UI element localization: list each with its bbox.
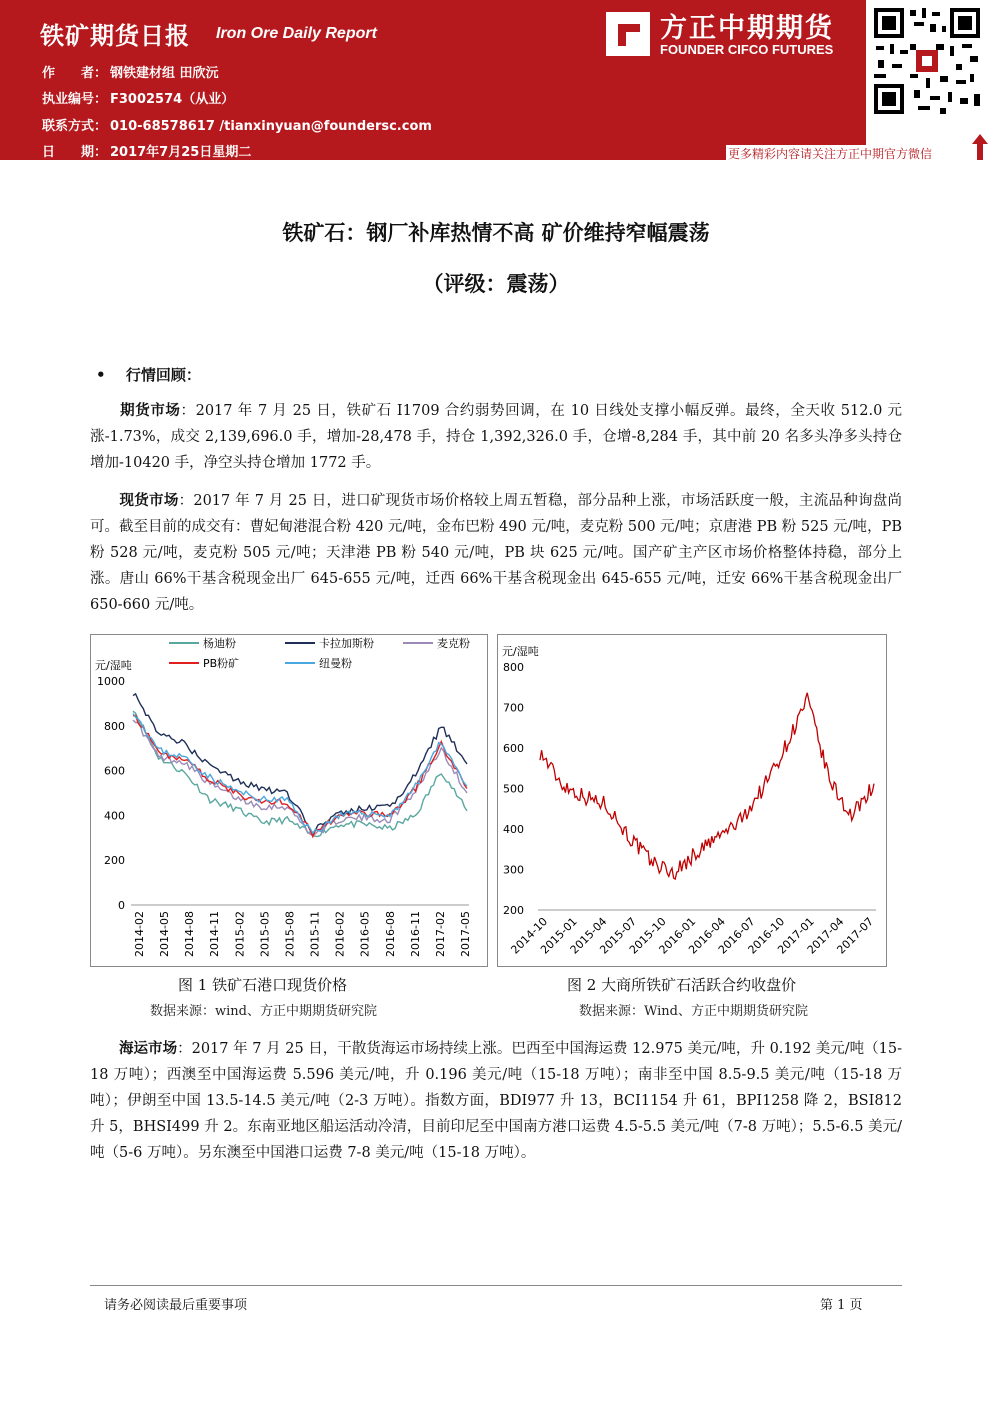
figure2-caption: 图 2 大商所铁矿石活跃合约收盘价 bbox=[567, 976, 797, 994]
shipping-label: 海运市场 bbox=[119, 1041, 178, 1057]
logo-text-en: FOUNDER CIFCO FUTURES bbox=[660, 42, 834, 57]
chart1-ytick-label: 800 bbox=[104, 719, 125, 733]
chart2-xtick-label: 2017-07 bbox=[834, 914, 877, 957]
report-title-en: Iron Ore Daily Report bbox=[216, 25, 377, 42]
arrow-up-icon bbox=[972, 134, 988, 160]
chart1-xtick-label: 2014-08 bbox=[183, 911, 197, 957]
meta-value: 010-68578617 /tianxinyuan@foundersc.com bbox=[110, 119, 432, 134]
chart1-xtick-label: 2017-02 bbox=[433, 911, 447, 957]
chart1-xtick-label: 2015-11 bbox=[308, 911, 322, 957]
chart1-ytick-label: 0 bbox=[118, 899, 125, 912]
chart2-xtick-label: 2016-01 bbox=[656, 914, 699, 957]
chart2-series-line bbox=[540, 693, 874, 879]
meta-value: 2017年7月25日星期二 bbox=[110, 145, 252, 160]
chart-dce-close-price bbox=[497, 634, 887, 967]
founder-logo-icon bbox=[606, 12, 650, 56]
report-header bbox=[0, 0, 866, 160]
logo-area bbox=[560, 0, 866, 160]
chart2-ytick-label: 300 bbox=[503, 863, 524, 877]
chart1-ylabel: 元/湿吨 bbox=[95, 659, 132, 672]
spot-label: 现货市场 bbox=[119, 493, 179, 509]
chart1-xtick-label: 2015-05 bbox=[258, 911, 272, 957]
chart2-ytick-label: 200 bbox=[503, 904, 524, 917]
chart1-legend-label: 纽曼粉 bbox=[319, 657, 352, 670]
futures-label: 期货市场 bbox=[120, 403, 181, 419]
chart1-xtick-label: 2016-02 bbox=[333, 911, 347, 957]
chart1-xtick-label: 2016-11 bbox=[408, 911, 422, 957]
spot-paragraph bbox=[90, 488, 902, 618]
chart1-xtick-label: 2014-11 bbox=[208, 911, 222, 957]
chart1-ytick-label: 1000 bbox=[97, 675, 125, 688]
chart2-xtick-label: 2017-04 bbox=[804, 914, 847, 957]
chart2-xtick-label: 2015-04 bbox=[567, 914, 610, 957]
chart-port-spot-price bbox=[90, 634, 488, 967]
meta-label: 联系方式： bbox=[42, 119, 108, 134]
meta-contact bbox=[42, 115, 432, 134]
chart2-xtick-label: 2014-10 bbox=[508, 914, 551, 957]
bullet-icon: • bbox=[96, 366, 106, 384]
report-title-cn: 铁矿期货日报 bbox=[40, 22, 190, 50]
figure1-caption: 图 1 铁矿石港口现货价格 bbox=[178, 976, 348, 994]
chart2-ylabel: 元/湿吨 bbox=[502, 645, 539, 658]
meta-license bbox=[42, 88, 234, 107]
chart2-xtick-label: 2016-10 bbox=[745, 914, 788, 957]
chart2-ytick-label: 800 bbox=[503, 661, 524, 674]
follow-wechat-text: 更多精彩内容请关注方正中期官方微信 bbox=[728, 147, 933, 161]
article-title: 铁矿石：钢厂补库热情不高 矿价维持窄幅震荡 bbox=[282, 221, 710, 245]
chart2-svg bbox=[498, 635, 886, 966]
footer-divider bbox=[90, 1285, 902, 1286]
shipping-paragraph bbox=[90, 1036, 902, 1166]
meta-label: 执业编号： bbox=[42, 92, 108, 107]
chart2-xtick-label: 2016-07 bbox=[715, 914, 758, 957]
chart2-xtick-label: 2015-07 bbox=[597, 914, 640, 957]
chart1-legend-label: PB粉矿 bbox=[203, 657, 240, 670]
chart1-xtick-label: 2016-05 bbox=[358, 911, 372, 957]
section-heading bbox=[96, 364, 201, 385]
meta-label: 日 期： bbox=[42, 145, 108, 160]
meta-date bbox=[42, 141, 251, 160]
chart1-ytick-label: 400 bbox=[104, 809, 125, 823]
chart2-xtick-label: 2017-01 bbox=[775, 914, 817, 957]
chart1-ytick-label: 200 bbox=[104, 854, 125, 868]
figure2-source: 数据来源：Wind、方正中期期货研究院 bbox=[579, 1004, 808, 1019]
meta-value: F3002574（从业） bbox=[110, 92, 235, 107]
footer-disclaimer: 请务必阅读最后重要事项 bbox=[104, 1298, 248, 1313]
chart1-legend-label: 杨迪粉 bbox=[203, 637, 236, 650]
meta-label: 作 者： bbox=[42, 66, 108, 81]
chart2-ytick-label: 400 bbox=[503, 823, 524, 836]
spot-text: ：2017 年 7 月 25 日，进口矿现货市场价格较上周五暂稳，部分品种上涨，市场活跃度一般，主流品种询盘尚可。截至目前的成交有：曹妃甸港混合粉 420 元/吨，金布巴粉 490 元/吨，麦克粉 500 元/吨；京唐港 PB 粉 525 元/吨，PB 粉 528 元/吨，麦克粉 505 元/吨；天津港 PB 粉 540 元/吨，PB 块 625 元/吨。国产矿主产区市场价格整体持稳，部分上涨。唐山 66%干基含税现金出厂 645-655 元/吨，迁西 66%干基含税现金出 645-655 元/吨，迁安 66%干基含税现金出厂 650-660 元/吨。 bbox=[90, 493, 903, 613]
chart1-xtick-label: 2015-08 bbox=[283, 911, 297, 957]
futures-text: ：2017 年 7 月 25 日，铁矿石 I1709 合约弱势回调，在 10 日线处支撑小幅反弹。最终，全天收 512.0 元涨-1.73%，成交 2,139,696.0 手，增加-28,478 手，持仓 1,392,326.0 手，仓增-8,284 手，其中前 20 名多头净多头持仓增加-10420 手，净空头持仓增加 1772 手。 bbox=[90, 403, 903, 471]
chart1-xtick-label: 2016-08 bbox=[383, 911, 397, 957]
figure1-source: 数据来源：wind、方正中期期货研究院 bbox=[150, 1004, 377, 1019]
chart2-xtick-label: 2015-10 bbox=[626, 914, 669, 957]
page-number: 第 1 页 bbox=[820, 1298, 863, 1313]
chart2-ytick-label: 500 bbox=[503, 782, 524, 796]
chart1-xtick-label: 2015-02 bbox=[233, 911, 247, 957]
chart1-legend-label: 麦克粉 bbox=[437, 637, 470, 650]
chart1-ytick-label: 600 bbox=[104, 764, 125, 778]
chart2-xtick-label: 2015-01 bbox=[538, 914, 580, 957]
futures-paragraph bbox=[90, 398, 902, 476]
shipping-text: ：2017 年 7 月 25 日，干散货海运市场持续上涨。巴西至中国海运费 12.975 美元/吨，升 0.192 美元/吨（15-18 万吨）；西澳至中国海运费 5.596 美元/吨，升 0.196 美元/吨（15-18 万吨）；南非至中国 8.5-9.5 美元/吨（15-18 万吨）；伊朗至中国 13.5-14.5 美元/吨（2-3 万吨）。指数方面，BDI977 升 13，BCI1154 升 61，BPI1258 降 2，BSI812 升 5，BHSI499 升 2。东南亚地区船运活动冷清，目前印尼至中国南方港口运费 4.5-5.5 美元/吨（7-8 万吨）；5.5-6.5 美元/吨（5-6 万吨）。另东澳至中国港口运费 7-8 美元/吨（15-18 万吨）。 bbox=[90, 1041, 902, 1161]
chart1-xtick-label: 2017-05 bbox=[459, 911, 472, 957]
meta-value: 钢铁建材组 田欣沅 bbox=[110, 66, 219, 81]
article-rating: （评级：震荡） bbox=[422, 272, 570, 296]
logo-text-cn: 方正中期期货 bbox=[660, 13, 834, 44]
chart1-xtick-label: 2014-02 bbox=[133, 911, 146, 957]
chart1-xtick-label: 2014-05 bbox=[158, 911, 172, 957]
chart2-ytick-label: 600 bbox=[503, 742, 524, 755]
chart2-xtick-label: 2016-04 bbox=[686, 914, 728, 957]
meta-author bbox=[42, 62, 219, 81]
chart1-legend-label: 卡拉加斯粉 bbox=[319, 637, 374, 650]
chart2-ytick-label: 700 bbox=[503, 701, 524, 715]
section-heading-text: 行情回顾： bbox=[125, 366, 201, 384]
chart1-svg bbox=[91, 635, 487, 966]
qr-code-icon bbox=[870, 4, 984, 118]
